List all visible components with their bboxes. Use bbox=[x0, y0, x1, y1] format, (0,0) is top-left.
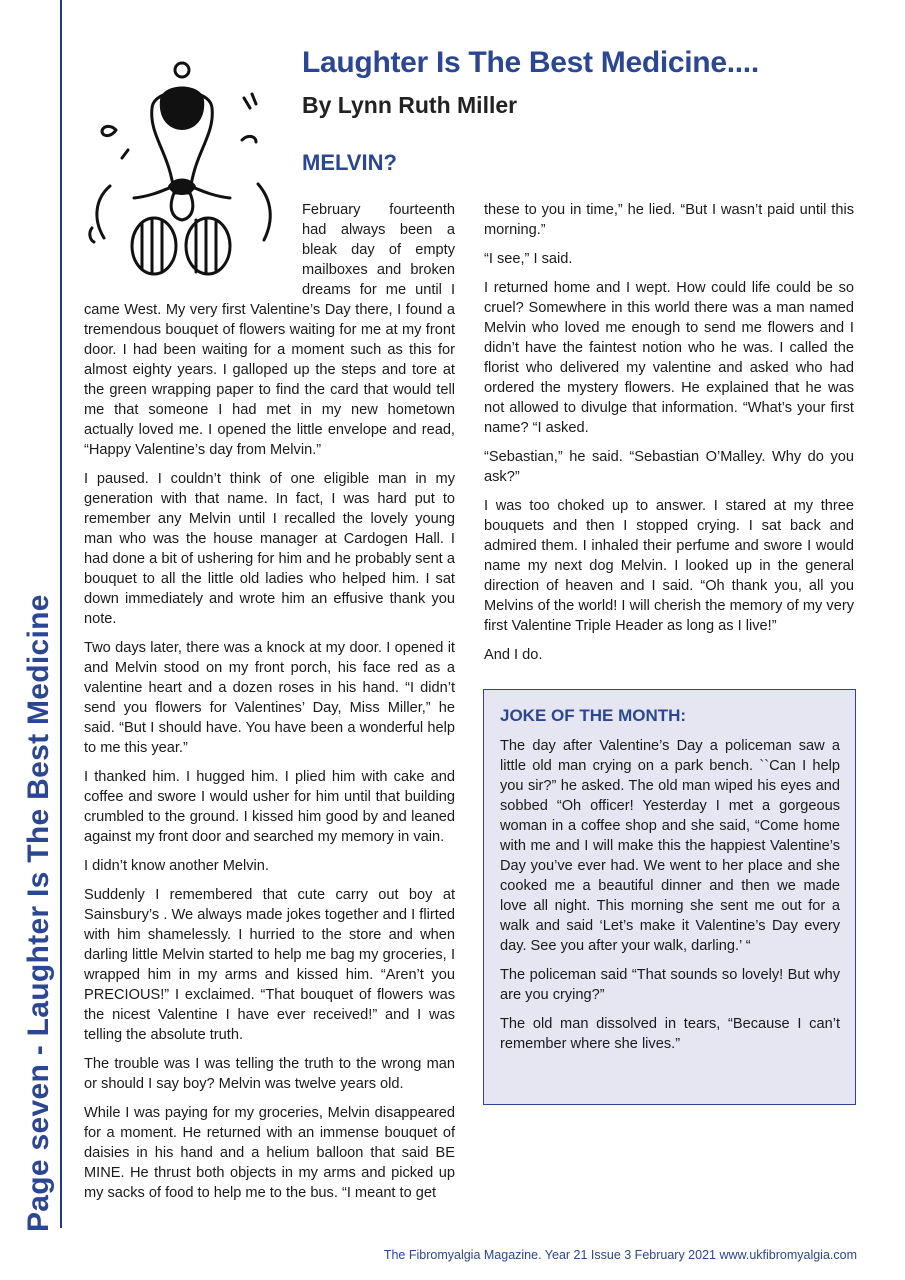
article-paragraph: I was too choked up to answer. I stared at my three bouquets and then I stopped crying. I sat back and admired them. I inhaled their perfume and swore I would name my next dog Melvin. I looked up in the general direction of heaven and I said. “Oh thank you, all you Melvins of the world! I will cherish the memory of my very first Valentine Triple Header as long as I live!” bbox=[484, 498, 854, 634]
article-title: Laughter Is The Best Medicine.... bbox=[302, 46, 759, 79]
article-paragraph: The trouble was I was telling the truth to the wrong man or should I say boy? Melvin was twelve years old. bbox=[84, 1056, 455, 1092]
page-footer: The Fibromyalgia Magazine. Year 21 Issue 3 February 2021 www.ukfibromyalgia.com bbox=[383, 1248, 857, 1262]
article-paragraph: “Sebastian,” he said. “Sebastian O’Malley. Why do you ask?” bbox=[484, 449, 854, 485]
joke-paragraph: The day after Valentine’s Day a policeman saw a little old man crying on a park bench. ``Can I help you sir?” he asked. The old man wiped his eyes and sobbed “Oh officer! Yesterday I met a gorgeous woman in a coffee shop and she said, “Come home with me and I will make this the happiest Valentine’s Day you’ve ever had. We went to her place and she cooked me a beautiful dinner and then we made love all night. This morning she sent me out for a walk and said ‘Let’s make it Valentine’s Day every day. See you after your walk, darling.’ “ bbox=[500, 738, 840, 954]
article-paragraph: February fourteenth had always been a bleak day of empty mailboxes and broken dreams for me until I came West. My very first Valentine’s Day there, I found a tremendous bouquet of flowers waiting for me at my front door. I had been waiting for a moment such as this for almost eighty years. I galloped up the steps and tore at the green wrapping paper to find the card that would tell me that someone I had met in my new hometown actually loved me. I opened the little envelope and read, “Happy Valentine’s day from Melvin.” bbox=[84, 202, 455, 458]
article-paragraph: And I do. bbox=[484, 647, 543, 663]
article-paragraph: these to you in time,” he lied. “But I wasn’t paid until this morning.” bbox=[484, 202, 854, 238]
joke-heading: JOKE OF THE MONTH: bbox=[500, 706, 687, 725]
joke-paragraph: The old man dissolved in tears, “Because I can’t remember where she lives.” bbox=[500, 1016, 840, 1052]
article-paragraph: I paused. I couldn’t think of one eligible man in my generation with that name. In fact, I was hard put to remember any Melvin until I recalled the lovely young man who was the house manager at Cardogen Hall. I had done a bit of ushering for him and he probably sent a bouquet to all the little old ladies who helped him. I sat down immediately and wrote him an effusive thank you note. bbox=[84, 471, 455, 627]
sidebar-page-title: Page seven - Laughter Is The Best Medicine bbox=[22, 594, 55, 1232]
joke-of-the-month-box bbox=[483, 689, 856, 1105]
article-column-right bbox=[484, 200, 854, 674]
article-byline: By Lynn Ruth Miller bbox=[302, 92, 518, 118]
article-paragraph: While I was paying for my groceries, Melvin disappeared for a moment. He returned with an immense bouquet of daisies in his hand and a helium balloon that said BE MINE. He thrust both objects in my arms and picked up my sacks of food to help me to the bus. “I meant to get bbox=[84, 1105, 455, 1201]
joke-paragraph: The policeman said “That sounds so lovely! But why are you crying?” bbox=[500, 967, 840, 1003]
article-paragraph: “I see,” I said. bbox=[484, 251, 573, 267]
article-paragraph: Suddenly I remembered that cute carry out boy at Sainsbury’s . We always made jokes together and I flirted with him shamelessly. I hurried to the store and when darling little Melvin started to help me bag my groceries, I wrapped him in my arms and kissed him. “Aren’t you PRECIOUS!” I exclaimed. “That bouquet of flowers was the nicest Valentine I have ever received!” and I was telling the absolute truth. bbox=[84, 887, 455, 1043]
article-column-left bbox=[84, 200, 455, 1212]
sidebar-rule bbox=[60, 0, 62, 1228]
article-subheading: MELVIN? bbox=[302, 150, 397, 175]
article-paragraph: I thanked him. I hugged him. I plied him with cake and coffee and swore I would usher for him until that building crumbled to the ground. I kissed him good by and leaned against my front door and searched my memory in vain. bbox=[84, 769, 455, 845]
article-paragraph: Two days later, there was a knock at my door. I opened it and Melvin stood on my front porch, his face red as a valentine heart and a dozen roses in his hand. “I didn’t send you flowers for Valentines’ Day, Miss Miller,” he said. “But I should have. You have been a wonderful help to me this year.” bbox=[84, 640, 455, 756]
article-paragraph: I returned home and I wept. How could life could be so cruel? Somewhere in this world there was a man named Melvin who loved me enough to send me flowers and I didn’t have the faintest notion who he was. I called the florist who delivered my valentine and asked who had ordered the mystery flowers. He explained that he was not allowed to divulge that information. “What’s your first name? “I asked. bbox=[484, 280, 854, 436]
illustration-wrap-space bbox=[84, 200, 302, 294]
article-paragraph: I didn’t know another Melvin. bbox=[84, 858, 269, 874]
